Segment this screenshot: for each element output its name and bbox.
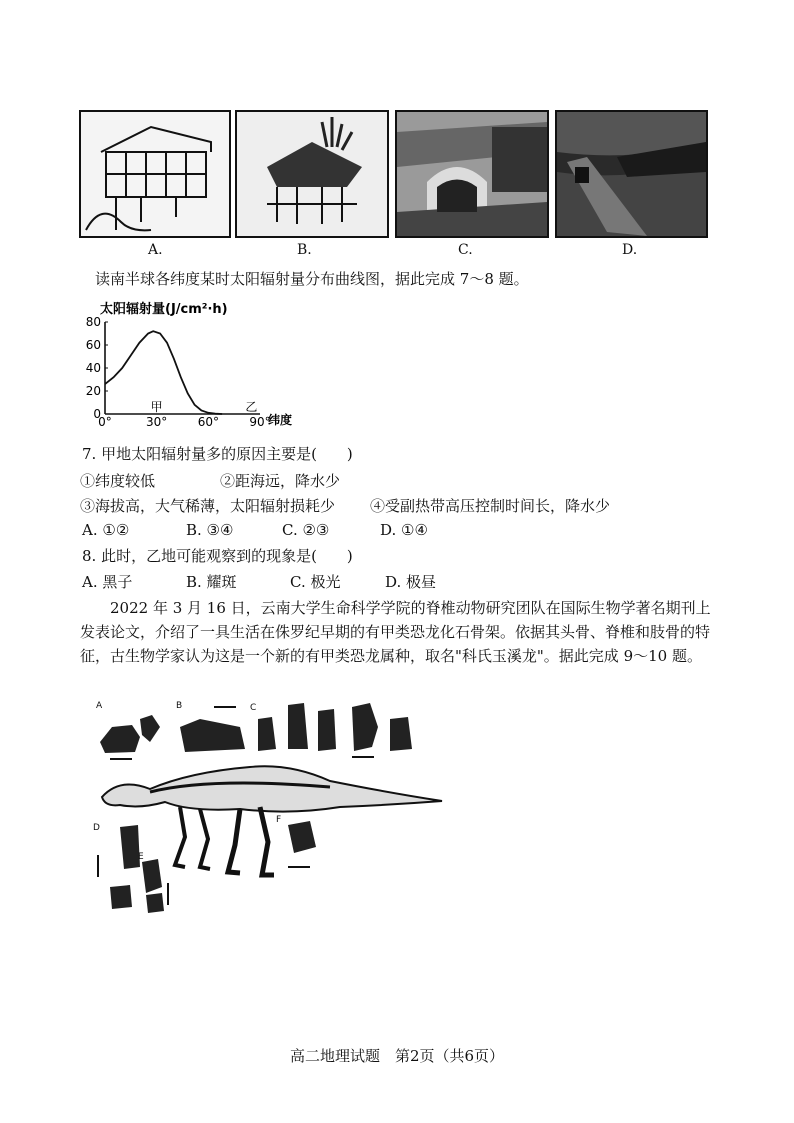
thatched-house-drawing [237, 112, 387, 236]
figure-label-c: C [250, 703, 257, 713]
x-tick-label: 60° [197, 415, 219, 429]
figure-label-f: F [276, 815, 282, 825]
q7-choice-c[interactable]: C. ②③ [282, 521, 330, 539]
photo-d [555, 110, 708, 238]
figure-label-e: E [138, 852, 144, 862]
dinosaur-skeleton-drawing [90, 697, 450, 917]
q7-item-4: ④受副热带高压控制时间长，降水少 [370, 497, 611, 515]
q7-choice-d[interactable]: D. ①④ [380, 521, 428, 539]
radiation-curve [105, 331, 222, 414]
photo-label-a: A. [148, 242, 163, 258]
y-tick-label: 80 [85, 315, 101, 329]
radiation-chart [78, 296, 338, 432]
q7-item-1: ①纬度较低 [80, 472, 156, 490]
photo-label-d: D. [622, 242, 638, 258]
y-tick-label: 0 [93, 407, 101, 421]
q7-item-3: ③海拔高，大气稀薄，太阳辐射损耗少 [80, 497, 336, 515]
x-axis-label: 纬度 [268, 413, 293, 427]
y-tick-label: 40 [85, 361, 101, 375]
dinosaur-fossil-figure [90, 697, 450, 917]
annotation-jia: 甲 [150, 400, 163, 414]
photo-label-b: B. [297, 242, 312, 258]
y-tick-label: 20 [85, 384, 101, 398]
q7-choice-b[interactable]: B. ③④ [186, 521, 234, 539]
q8-stem: 8. 此时，乙地可能观察到的现象是( ) [82, 547, 353, 565]
figure-label-d: D [93, 823, 100, 833]
page-footer: 高二地理试题 第2页（共6页） [289, 1047, 505, 1065]
q7-choice-a[interactable]: A. ①② [82, 521, 130, 539]
x-tick-label: 30° [146, 415, 168, 429]
q8-choice-d[interactable]: D. 极昼 [385, 573, 437, 591]
q8-choice-b[interactable]: B. 耀斑 [186, 573, 237, 591]
chart-title: 太阳辐射量(J/cm²·h) [100, 302, 228, 317]
q7-item-2: ②距海远，降水少 [220, 472, 341, 490]
street-photo [557, 112, 706, 236]
intro-7-8: 读南半球各纬度某时太阳辐射量分布曲线图，据此完成 7～8 题。 [95, 270, 529, 288]
x-tick-label: 90° [249, 415, 271, 429]
photo-label-c: C. [458, 242, 473, 258]
stilt-house-drawing [81, 112, 229, 236]
q8-choice-c[interactable]: C. 极光 [290, 573, 341, 591]
photo-b [235, 110, 389, 238]
cave-dwelling-photo [397, 112, 547, 236]
q8-choice-a[interactable]: A. 黑子 [82, 573, 133, 591]
passage-9-10: 2022 年 3 月 16 日，云南大学生命科学学院的脊椎动物研究团队在国际生物学著名期刊上发表论文，介绍了一具生活在侏罗纪早期的有甲类恐龙化石骨架。依据其头骨、脊椎和肢骨的特征，古生物学家认为这是一个新的有甲类恐龙属种，取名"科氏玉溪龙"。据此完成 9～10 题。 [80, 599, 711, 665]
x-tick-label: 0° [98, 415, 112, 429]
q7-stem: 7. 甲地太阳辐射量多的原因主要是( ) [82, 445, 353, 463]
y-tick-label: 60 [85, 338, 101, 352]
photo-c [395, 110, 549, 238]
figure-label-b: B [176, 701, 183, 711]
photo-a [79, 110, 231, 238]
annotation-yi: 乙 [245, 400, 258, 414]
figure-label-a: A [96, 701, 103, 711]
